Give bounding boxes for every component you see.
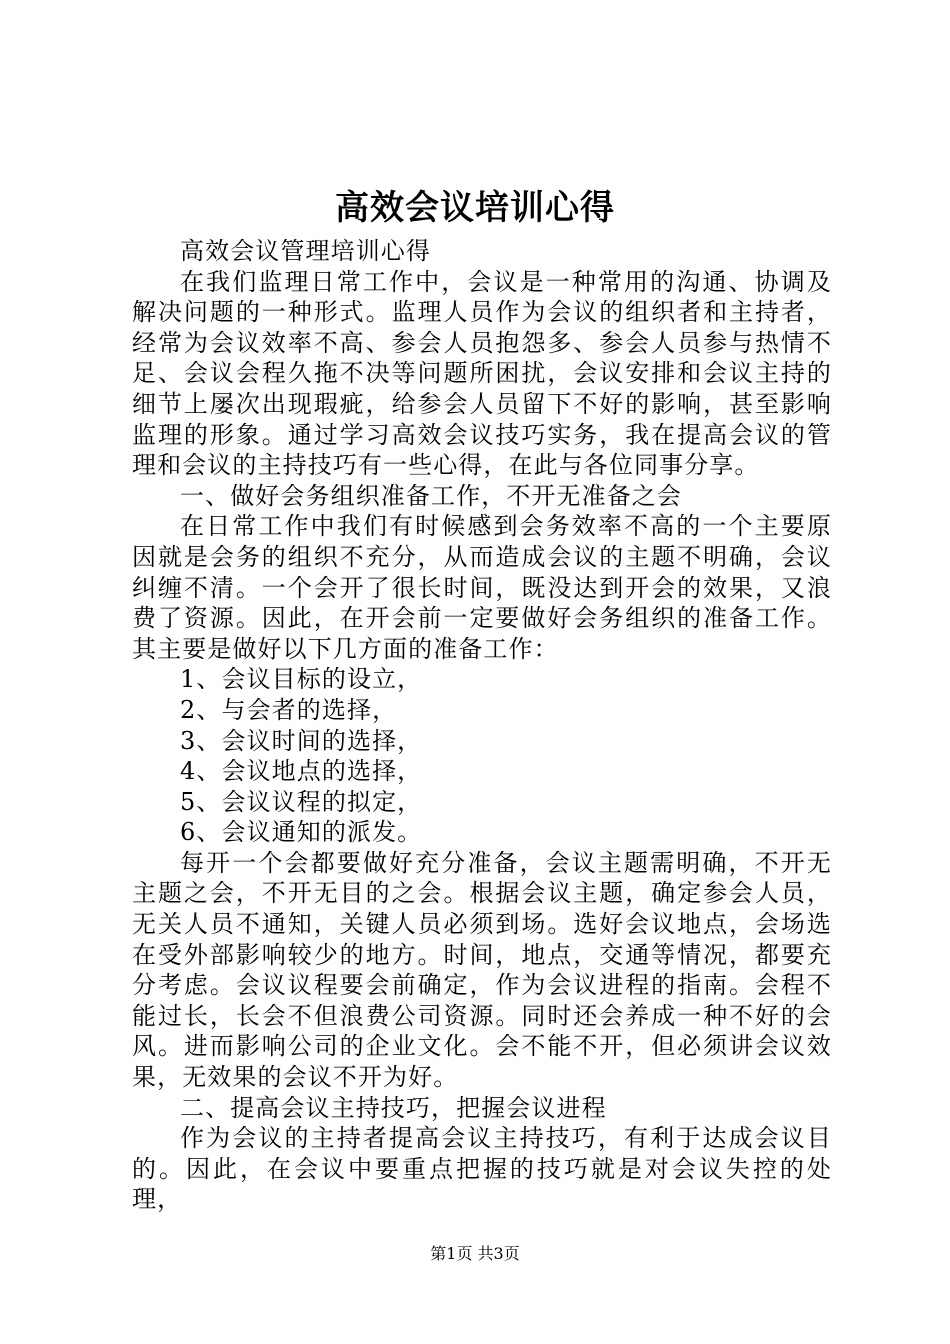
list-item: 5、会议议程的拟定，: [180, 787, 423, 816]
list-item: 2、与会者的选择，: [180, 695, 398, 724]
list-item: 4、会议地点的选择，: [180, 757, 423, 786]
page-footer: 第1页 共3页: [430, 1244, 520, 1263]
paragraph-subtitle: 高效会议管理培训心得: [180, 237, 431, 265]
section-heading-2: 二、提高会议主持技巧，把握会议进程: [180, 1093, 607, 1122]
document-title: 高效会议培训心得: [335, 188, 615, 228]
list-item: 3、会议时间的选择，: [180, 726, 423, 755]
list-item: 1、会议目标的设立，: [180, 665, 423, 694]
paragraph-section-2: 作为会议的主持者提高会议主持技巧，有利于达成会议目的。因此，在会议中要重点把握的技巧就是对会议失控的处理，: [132, 1124, 832, 1214]
section-heading-1: 一、做好会务组织准备工作，不开无准备之会: [180, 481, 682, 510]
paragraph-preparation: 每开一个会都要做好充分准备，会议主题需明确，不开无主题之会，不开无目的之会。根据会议主题，确定参会人员，无关人员不通知，关键人员必须到场。选好会议地点，会场选在受外部影响较少的地方。时间，地点，交通等情况，都要充分考虑。会议议程要会前确定，作为会议进程的指南。会程不能过长，长会不但浪费公司资源。同时还会养成一种不好的会风。进而影响公司的企业文化。会不能不开，但必须讲会议效果，无效果的会议不开为好。: [132, 848, 832, 1092]
paragraph-section-1: 在日常工作中我们有时候感到会务效率不高的一个主要原因就是会务的组织不充分，从而造成会议的主题不明确，会议纠缠不清。一个会开了很长时间，既没达到开会的效果，又浪费了资源。因此，在开会前一定要做好会务组织的准备工作。其主要是做好以下几方面的准备工作：: [132, 512, 832, 663]
document-body: [132, 236, 832, 1215]
paragraph-intro: 在我们监理日常工作中，会议是一种常用的沟通、协调及解决问题的一种形式。监理人员作为会议的组织者和主持者，经常为会议效率不高、参会人员抱怨多、参会人员参与热情不足、会议会程久拖不决等问题所困扰，会议安排和会议主持的细节上屡次出现瑕疵，给参会人员留下不好的影响，甚至影响监理的形象。通过学习高效会议技巧实务，我在提高会议的管理和会议的主持技巧有一些心得，在此与各位同事分享。: [132, 267, 832, 480]
list-item: 6、会议通知的派发。: [180, 818, 423, 847]
